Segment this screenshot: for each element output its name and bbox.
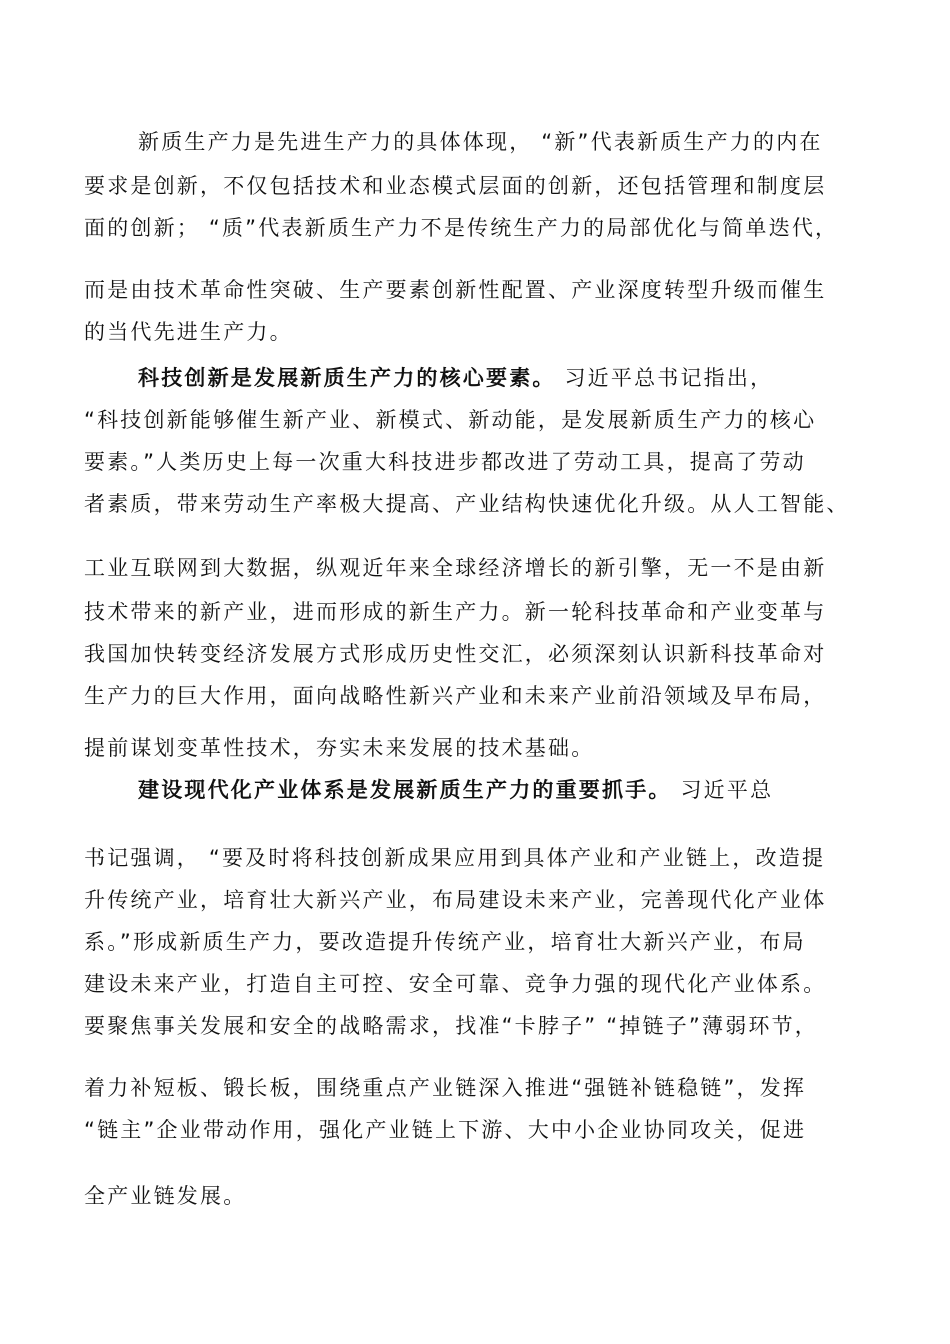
paragraph-2-line-6: 我国加快转变经济发展方式形成历史性交汇，必须深刻认识新科技革命对 bbox=[84, 642, 827, 666]
paragraph-1-line-2: 要求是创新，不仅包括技术和业态模式层面的创新，还包括管理和制度层 bbox=[84, 174, 827, 198]
paragraph-2-line-4: 工业互联网到大数据，纵观近年来全球经济增长的新引擎，无一不是由新 bbox=[84, 556, 827, 580]
paragraph-1-line-3: 面的创新； “质”代表新质生产力不是传统生产力的局部优化与简单迭代， bbox=[84, 216, 839, 240]
section-heading-1-normal: 习近平总书记指出， bbox=[555, 366, 774, 390]
section-heading-1 bbox=[138, 364, 773, 392]
paragraph-2-line-1: “科技创新能够催生新产业、新模式、新动能，是发展新质生产力的核心 bbox=[84, 408, 817, 432]
paragraph-3-line-7: “链主”企业带动作用，强化产业链上下游、大中小企业协同攻关，促进 bbox=[84, 1118, 807, 1142]
paragraph-3-line-3: 系。”形成新质生产力，要改造提升传统产业，培育壮大新兴产业，布局 bbox=[84, 930, 806, 954]
paragraph-1-line-5: 的当代先进生产力。 bbox=[84, 320, 293, 344]
section-heading-2 bbox=[138, 776, 773, 804]
paragraph-2-line-8: 提前谋划变革性技术，夯实未来发展的技术基础。 bbox=[84, 736, 595, 760]
section-heading-2-normal: 习近平总 bbox=[671, 778, 774, 802]
paragraph-3-line-2: 升传统产业，培育壮大新兴产业，布局建设未来产业，完善现代化产业体 bbox=[84, 888, 827, 912]
section-heading-1-bold: 科技创新是发展新质生产力的核心要素。 bbox=[138, 366, 556, 390]
paragraph-2-line-3: 者素质，带来劳动生产率极大提高、产业结构快速优化升级。从人工智能、 bbox=[84, 492, 850, 516]
paragraph-3-line-4: 建设未来产业，打造自主可控、安全可靠、竞争力强的现代化产业体系。 bbox=[84, 972, 827, 996]
paragraph-2-line-5: 技术带来的新产业，进而形成的新生产力。新一轮科技革命和产业变革与 bbox=[84, 600, 827, 624]
paragraph-2-line-7: 生产力的巨大作用，面向战略性新兴产业和未来产业前沿领域及早布局， bbox=[84, 684, 827, 708]
paragraph-3-line-6: 着力补短板、锻长板，围绕重点产业链深入推进“强链补链稳链”，发挥 bbox=[84, 1076, 807, 1100]
section-heading-2-bold: 建设现代化产业体系是发展新质生产力的重要抓手。 bbox=[138, 778, 672, 802]
paragraph-3-line-8: 全产业链发展。 bbox=[84, 1184, 247, 1208]
paragraph-1-line-4: 而是由技术革命性突破、生产要素创新性配置、产业深度转型升级而催生 bbox=[84, 278, 827, 302]
paragraph-2-line-2: 要素。”人类历史上每一次重大科技进步都改进了劳动工具，提高了劳动 bbox=[84, 450, 806, 474]
paragraph-3-line-5: 要聚焦事关发展和安全的战略需求，找准“卡脖子” “掉链子”薄弱环节， bbox=[84, 1014, 818, 1038]
paragraph-1-line-1: 新质生产力是先进生产力的具体体现， “新”代表新质生产力的内在 bbox=[138, 130, 823, 154]
paragraph-3-line-1: 书记强调， “要及时将科技创新成果应用到具体产业和产业链上，改造提 bbox=[84, 846, 826, 870]
